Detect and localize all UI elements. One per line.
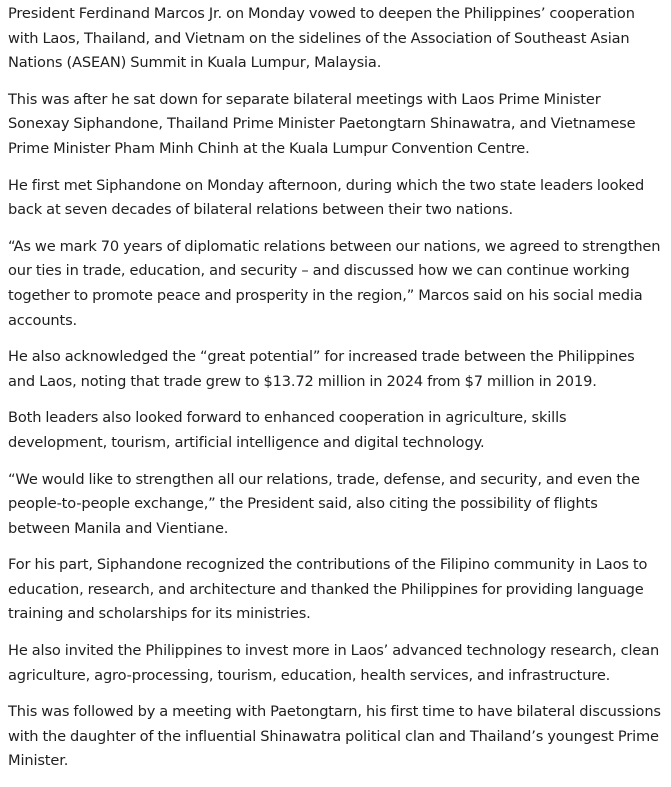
article-paragraph: President Ferdinand Marcos Jr. on Monday vowed to deepen the Philippines’ cooperation with Laos, Thailand, and Vietnam on the sidelines of the Association of Southeast Asian Nations (ASEAN) Summit in Kuala Lumpur, Malaysia. <box>8 5 635 72</box>
article-paragraph: This was followed by a meeting with Paetongtarn, his first time to have bilateral discussions with the daughter of the influential Shinawatra political clan and Thailand’s youngest Prime Minister. <box>8 703 661 770</box>
article-paragraph: For his part, Siphandone recognized the contributions of the Filipino community in Laos to education, research, and architecture and thanked the Philippines for providing language training and scholarships for its ministries. <box>8 556 648 623</box>
article-paragraph: Both leaders also looked forward to enhanced cooperation in agriculture, skills development, tourism, artificial intelligence and digital technology. <box>8 409 567 451</box>
article-paragraph: He also invited the Philippines to invest more in Laos’ advanced technology research, clean agriculture, agro-processing, tourism, education, health services, and infrastructure. <box>8 642 660 684</box>
article-paragraph: “We would like to strengthen all our relations, trade, defense, and security, and even the people-to-people exchange,” the President said, also citing the possibility of flights between Manila and Vientiane. <box>8 470 640 537</box>
article-paragraph: He first met Siphandone on Monday afternoon, during which the two state leaders looked back at seven decades of bilateral relations between their two nations. <box>8 176 645 219</box>
article-paragraph: He also acknowledged the “great potential” for increased trade between the Philippines and Laos, noting that trade grew to $13.72 million in 2024 from $7 million in 2019. <box>8 348 635 390</box>
article-paragraph: “As we mark 70 years of diplomatic relations between our nations, we agreed to strengthen our ties in trade, education, and security – and discussed how we can continue working together to promote peace and prosperity in the region,” Marcos said on his social media accounts. <box>8 237 661 329</box>
article-paragraph: This was after he sat down for separate bilateral meetings with Laos Prime Minister Sonexay Siphandone, Thailand Prime Minister Paetongtarn Shinawatra, and Vietnamese Prime Minister Pham Minh Chinh at the Kuala Lumpur Convention Centre. <box>8 90 636 157</box>
